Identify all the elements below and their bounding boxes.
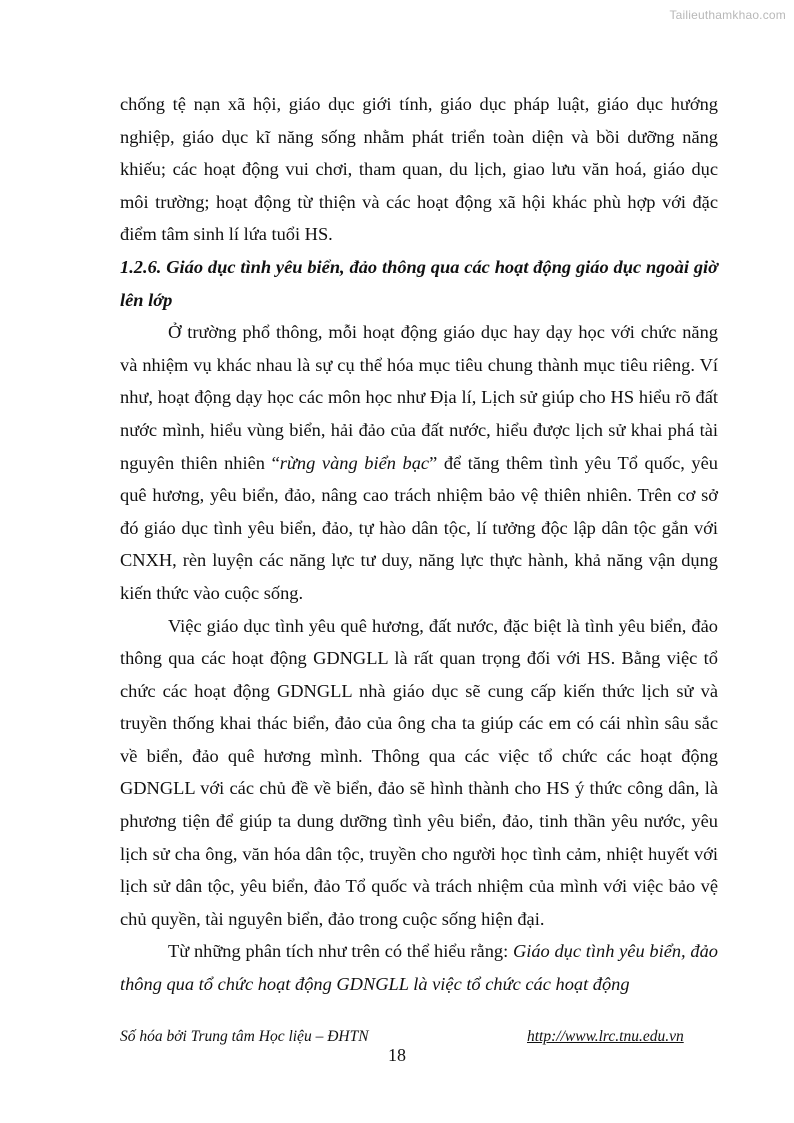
paragraph-1-quote: rừng vàng biển bạc [279,452,430,473]
section-heading: 1.2.6. Giáo dục tình yêu biển, đảo thông qua các hoạt động giáo dục ngoài giờ lên lớp [120,256,718,310]
page-number: 18 [388,1045,406,1065]
paragraph-1-text-b: ” để tăng thêm tình yêu Tổ quốc, yêu quê hương, yêu biển, đảo, nâng cao trách nhiệm bảo vệ thiên nhiên. Trên cơ sở đó giáo dục tình yêu biển, đảo, tự hào dân tộc, lí tưởng độc lập dân tộc gắn với CNXH, rèn luyện các năng lực tư duy, năng lực thực hành, khả năng vận dụng kiến thức vào cuộc sống. [120,452,718,603]
paragraph-3 [120,935,718,1000]
paragraph-continued: chống tệ nạn xã hội, giáo dục giới tính, giáo dục pháp luật, giáo dục hướng nghiệp, giáo dục kĩ năng sống nhằm phát triển toàn diện và bồi dưỡng năng khiếu; các hoạt động vui chơi, tham quan, du lịch, giao lưu văn hoá, giáo dục môi trường; hoạt động từ thiện và các hoạt động xã hội khác phù hợp với đặc điểm tâm sinh lí lứa tuổi HS. [120,94,718,245]
paragraph-3-text: Từ những phân tích như trên có thể hiểu rằng: [168,941,513,962]
watermark: Tailieuthamkhao.com [669,8,786,22]
footer-source: Số hóa bởi Trung tâm Học liệu – ĐHTN [120,1028,369,1045]
footer-link[interactable]: http://www.lrc.tnu.edu.vn [527,1028,684,1045]
paragraph-1 [120,316,718,609]
page-body [120,88,718,1001]
paragraph-1-text-a: Ở trường phổ thông, mỗi hoạt động giáo dục hay dạy học với chức năng và nhiệm vụ khác nhau là sự cụ thể hóa mục tiêu chung thành mục tiêu riêng. Ví như, hoạt động dạy học các môn học như Địa lí, Lịch sử giúp cho HS hiểu rõ đất nước mình, hiểu vùng biển, hải đảo của đất nước, hiểu được lịch sử khai phá tài nguyên thiên nhiên “ [120,322,718,473]
paragraph-3-definition: Giáo dục tình yêu biển, đảo thông qua tổ chức hoạt động GDNGLL là việc tổ chức các hoạt động [120,941,718,995]
paragraph-2: Việc giáo dục tình yêu quê hương, đất nước, đặc biệt là tình yêu biển, đảo thông qua các hoạt động GDNGLL là rất quan trọng đối với HS. Bằng việc tổ chức các hoạt động GDNGLL nhà giáo dục sẽ cung cấp kiến thức lịch sử và truyền thống khai thác biển, đảo của ông cha ta giúp các em có cái nhìn sâu sắc về biển, đảo quê hương mình. Thông qua các việc tổ chức các hoạt động GDNGLL với các chủ đề về biển, đảo sẽ hình thành cho HS ý thức công dân, là phương tiện để giúp ta dung dưỡng tình yêu biển, đảo, tinh thần yêu nước, yêu lịch sử cha ông, văn hóa dân tộc, truyền cho người học tình cảm, nhiệt huyết với lịch sử dân tộc, yêu biển, đảo Tổ quốc và trách nhiệm của mình với việc bảo vệ chủ quyền, tài nguyên biển, đảo trong cuộc sống hiện đại. [120,615,718,929]
